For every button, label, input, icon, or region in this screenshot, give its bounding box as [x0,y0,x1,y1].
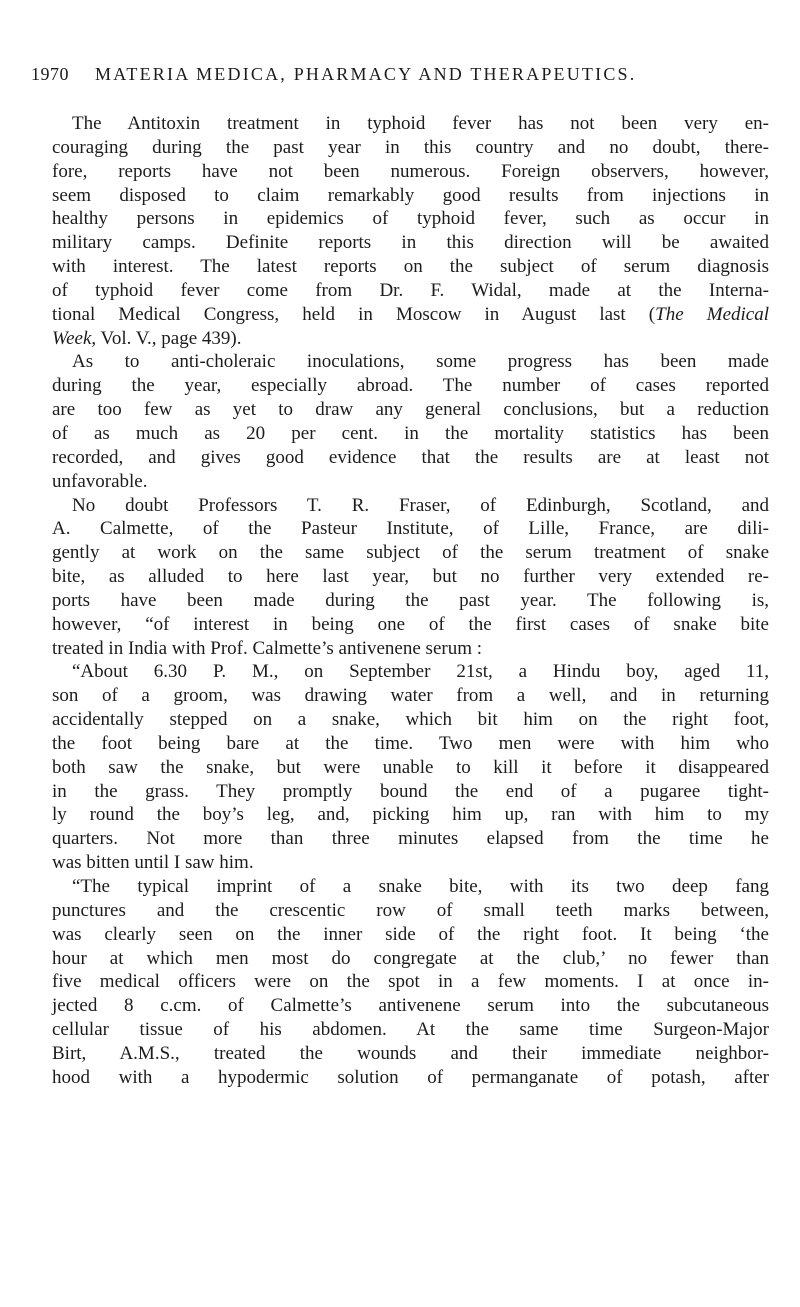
text-line: As to anti-choleraic inoculations, some progress has been made [72,351,769,373]
text-line: quarters. Not more than three minutes elapsed from the time he [52,828,769,850]
text-line: during the year, especially abroad. The number of cases reported [52,375,769,397]
text-line: five medical officers were on the spot in a few moments. I at once in- [52,971,769,993]
text-line: “About 6.30 P. M., on September 21st, a Hindu boy, aged 11, [72,661,769,683]
text-line: “The typical imprint of a snake bite, with its two deep fang [72,876,769,897]
text-line: hour at which men most do congregate at the club,’ no fewer than [52,947,769,969]
text-line: both saw the snake, but were unable to kill it before it disappeared [52,756,769,778]
body-text [52,112,769,1090]
text-line: son of a groom, was drawing water from a well, and in returning [52,685,769,707]
text-line: Week, Vol. V., page 439). [52,327,242,349]
text-line: of as much as 20 per cent. in the mortality statistics has been [52,422,769,444]
page-number: 1970 [31,64,69,84]
text-line: Birt, A.M.S., treated the wounds and their immediate neighbor- [52,1042,769,1064]
text-line: seem disposed to claim remarkably good results from injections in [52,184,769,206]
text-line: healthy persons in epidemics of typhoid fever, such as occur in [52,208,769,230]
journal-title: Week [52,327,92,349]
text-line: No doubt Professors T. R. Fraser, of Edinburgh, Scotland, and [72,494,769,516]
text-line: was clearly seen on the inner side of the right foot. It being ‘the [52,923,769,945]
running-header [31,64,771,90]
text-line: hood with a hypodermic solution of permanganate of potash, after [52,1066,769,1088]
text-line: in the grass. They promptly bound the end of a pugaree tight- [52,780,769,802]
text-line: cellular tissue of his abdomen. At the same time Surgeon-Major [52,1019,769,1041]
text-line: treated in India with Prof. Calmette’s antivenene serum : [52,637,483,659]
text-line: bite, as alluded to here last year, but no further very extended re- [52,566,769,588]
text-line: was bitten until I saw him. [52,852,254,874]
text-line: punctures and the crescentic row of small teeth marks between, [52,899,769,921]
text-line: ly round the boy’s leg, and, picking him up, ran with him to my [52,804,769,826]
text-line: with interest. The latest reports on the subject of serum diagnosis [52,256,769,278]
text-line: of typhoid fever come from Dr. F. Widal, made at the Interna- [52,279,769,301]
text-line: A. Calmette, of the Pasteur Institute, of Lille, France, are dili- [52,518,769,540]
journal-title: The Medical [655,303,769,325]
text-line: The Antitoxin treatment in typhoid fever has not been very en- [72,113,769,134]
running-title: MATERIA MEDICA, PHARMACY AND THERAPEUTICS. [95,64,637,84]
text-line: gently at work on the same subject of the serum treatment of snake [52,542,769,564]
text-line: unfavorable. [52,470,148,492]
text-line: fore, reports have not been numerous. Foreign observers, however, [52,160,769,182]
text-line: military camps. Definite reports in this direction will be awaited [52,232,769,254]
text-line: ports have been made during the past year. The following is, [52,589,769,611]
text-line: however, “of interest in being one of the first cases of snake bite [52,613,769,635]
text-line: are too few as yet to draw any general conclusions, but a reduction [52,399,769,421]
text-line: couraging during the past year in this country and no doubt, there- [52,136,769,158]
text-line: accidentally stepped on a snake, which bit him on the right foot, [52,709,769,731]
text-line: jected 8 c.cm. of Calmette’s antivenene serum into the subcutaneous [52,995,769,1017]
text-line: tional Medical Congress, held in Moscow in August last (The Medical [52,303,769,325]
text-line: the foot being bare at the time. Two men were with him who [52,732,769,754]
text-line: recorded, and gives good evidence that the results are at least not [52,446,769,468]
